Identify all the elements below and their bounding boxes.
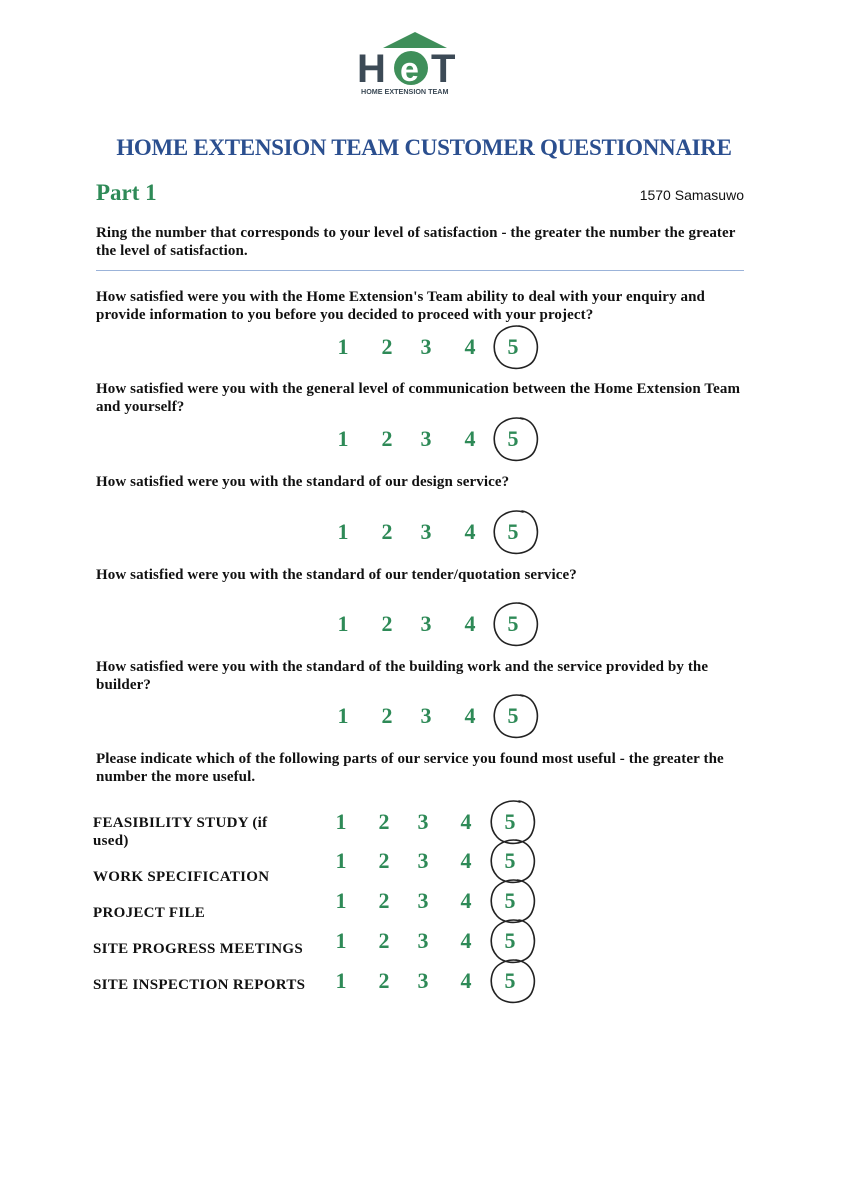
usefulness-prompt: Please indicate which of the following parts of our service you found most useful - the greater the number the more useful. — [96, 751, 724, 785]
pen-stroke — [494, 603, 537, 645]
rating-option-3[interactable]: 3 — [417, 968, 429, 993]
rating-option-5[interactable]: 5 — [507, 519, 519, 544]
rating-option-2[interactable]: 2 — [381, 426, 393, 451]
logo-letter-t: T — [431, 47, 456, 91]
rating-option-2[interactable]: 2 — [381, 611, 393, 636]
rating-option-3[interactable]: 3 — [417, 888, 429, 913]
rating-option-5[interactable]: 5 — [504, 928, 516, 953]
selected-rating-circle — [485, 318, 545, 378]
rating-option-5[interactable]: 5 — [504, 888, 516, 913]
rating-option-2[interactable]: 2 — [381, 519, 393, 544]
rating-option-4[interactable]: 4 — [464, 703, 476, 728]
question-text: How satisfied were you with the Home Extension's Team ability to deal with your enquiry and provide information to you before you decided to proceed with your project? — [96, 289, 706, 323]
rating-option-4[interactable]: 4 — [460, 848, 472, 873]
rating-option-4[interactable]: 4 — [460, 968, 472, 993]
pen-stroke — [494, 695, 537, 737]
rating-option-3[interactable]: 3 — [417, 928, 429, 953]
question-text: How satisfied were you with the standard of our design service? — [96, 474, 510, 490]
instructions: Ring the number that corresponds to your level of satisfaction - the greater the number the greater the level of satisfaction. — [96, 225, 736, 259]
service-label: SITE PROGRESS MEETINGS — [93, 941, 303, 957]
rating-option-4[interactable]: 4 — [460, 928, 472, 953]
logo-letter-h: H — [357, 47, 386, 91]
rating-option-4[interactable]: 4 — [464, 426, 476, 451]
rating-option-1[interactable]: 1 — [337, 519, 349, 544]
rating-option-4[interactable]: 4 — [464, 334, 476, 359]
selected-rating-circle — [485, 595, 545, 655]
selected-rating-circle — [485, 687, 545, 747]
rating-option-2[interactable]: 2 — [381, 703, 393, 728]
question-text: How satisfied were you with the standard of our tender/quotation service? — [96, 567, 577, 583]
rating-option-2[interactable]: 2 — [378, 888, 390, 913]
pen-stroke — [491, 960, 534, 1002]
rating-option-2[interactable]: 2 — [378, 848, 390, 873]
rating-option-1[interactable]: 1 — [335, 848, 347, 873]
rating-option-5[interactable]: 5 — [507, 703, 519, 728]
service-label: FEASIBILITY STUDY (if used) — [93, 815, 268, 849]
rating-option-5[interactable]: 5 — [504, 848, 516, 873]
rating-option-3[interactable]: 3 — [417, 809, 429, 834]
rating-option-3[interactable]: 3 — [420, 519, 432, 544]
rating-option-4[interactable]: 4 — [464, 519, 476, 544]
rating-option-1[interactable]: 1 — [337, 334, 349, 359]
rating-option-5[interactable]: 5 — [507, 611, 519, 636]
rating-option-4[interactable]: 4 — [464, 611, 476, 636]
rating-option-2[interactable]: 2 — [378, 968, 390, 993]
rating-option-1[interactable]: 1 — [335, 928, 347, 953]
rating-option-2[interactable]: 2 — [378, 928, 390, 953]
pen-stroke — [494, 418, 537, 460]
rating-option-4[interactable]: 4 — [460, 809, 472, 834]
selected-rating-circle — [485, 410, 545, 470]
reference-number: 1570 Samasuwo — [639, 187, 744, 203]
rating-option-5[interactable]: 5 — [504, 809, 516, 834]
rating-option-1[interactable]: 1 — [335, 888, 347, 913]
rating-option-5[interactable]: 5 — [507, 334, 519, 359]
rating-option-3[interactable]: 3 — [420, 426, 432, 451]
rating-option-1[interactable]: 1 — [337, 703, 349, 728]
rating-option-1[interactable]: 1 — [337, 611, 349, 636]
part-heading: Part 1 — [96, 180, 157, 205]
service-label: PROJECT FILE — [93, 905, 206, 921]
rating-option-3[interactable]: 3 — [420, 703, 432, 728]
rating-option-5[interactable]: 5 — [504, 968, 516, 993]
rating-option-2[interactable]: 2 — [378, 809, 390, 834]
rating-option-1[interactable]: 1 — [337, 426, 349, 451]
rating-option-3[interactable]: 3 — [417, 848, 429, 873]
pen-stroke — [494, 326, 537, 368]
rating-option-3[interactable]: 3 — [420, 334, 432, 359]
page-title: HOME EXTENSION TEAM CUSTOMER QUESTIONNAIRE — [116, 135, 732, 160]
logo-letter-e: e — [400, 51, 419, 89]
rating-option-2[interactable]: 2 — [381, 334, 393, 359]
rating-option-5[interactable]: 5 — [507, 426, 519, 451]
rating-option-4[interactable]: 4 — [460, 888, 472, 913]
selected-rating-circle — [482, 952, 542, 1012]
service-label: WORK SPECIFICATION — [93, 869, 270, 885]
pen-stroke — [494, 511, 537, 553]
question-text: How satisfied were you with the standard of the building work and the service provided by the builder? — [96, 659, 709, 693]
question-text: How satisfied were you with the general level of communication between the Home Extension Team and yourself? — [96, 381, 741, 415]
selected-rating-circle — [485, 503, 545, 563]
rating-option-1[interactable]: 1 — [335, 968, 347, 993]
logo-subtitle: HOME EXTENSION TEAM — [361, 87, 449, 96]
service-label: SITE INSPECTION REPORTS — [93, 977, 306, 993]
rating-option-3[interactable]: 3 — [420, 611, 432, 636]
rating-option-1[interactable]: 1 — [335, 809, 347, 834]
